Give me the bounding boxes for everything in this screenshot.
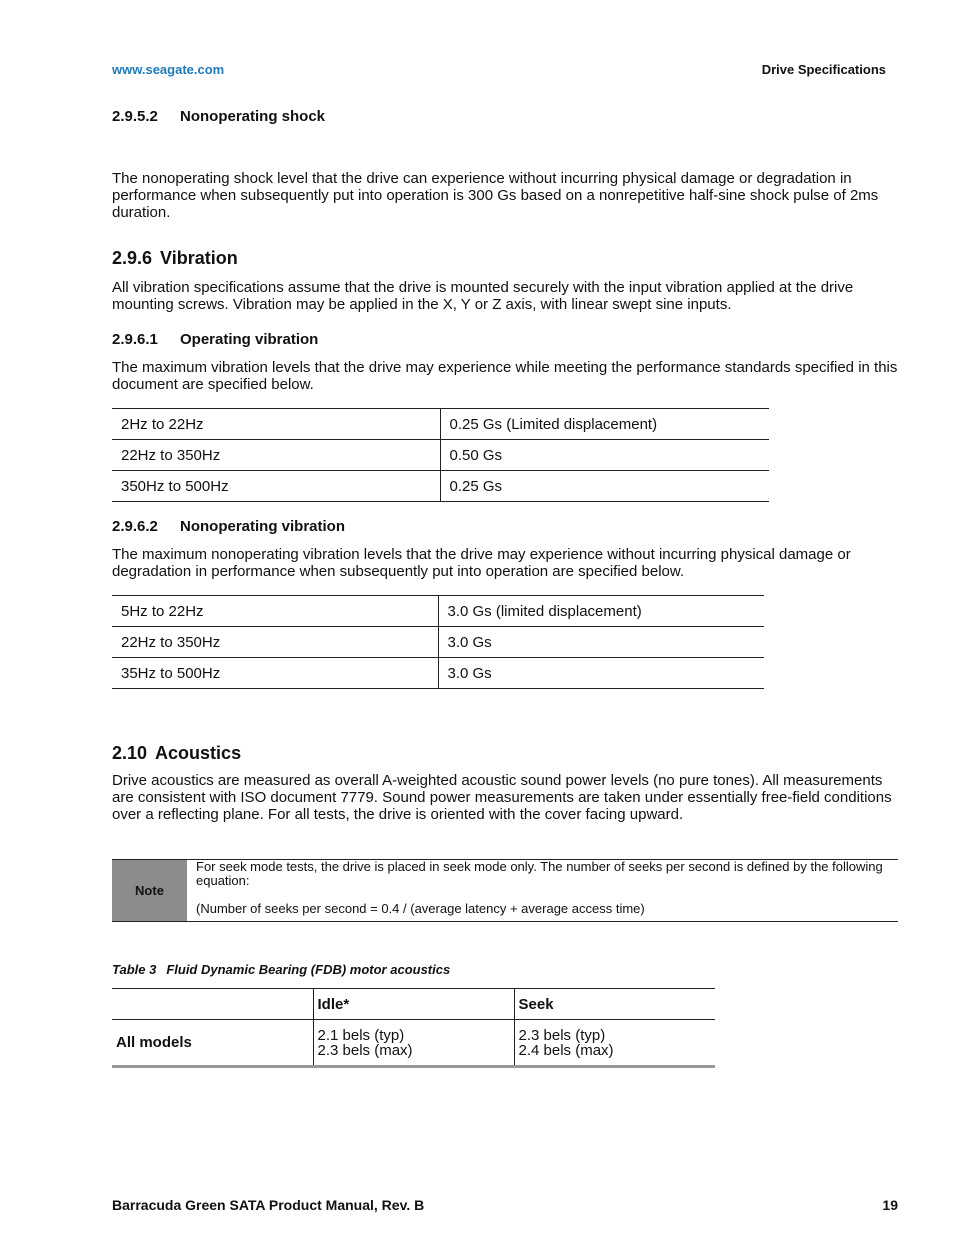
level-cell: 0.25 Gs	[440, 471, 769, 502]
heading-nonoperating-shock	[112, 108, 325, 125]
section-number: 2.10	[112, 743, 148, 763]
note-label: Note	[112, 860, 187, 921]
section-header: Drive Specifications	[761, 62, 886, 77]
frequency-cell: 2Hz to 22Hz	[112, 409, 440, 440]
frequency-cell: 22Hz to 350Hz	[112, 440, 440, 471]
level-cell: 0.50 Gs	[440, 440, 769, 471]
paragraph-nonoperating-shock: The nonoperating shock level that the drive can experience without incurring physical damage or degradation in performance when subsequently put into operation is 300 Gs based on a nonrepetitive half-sine shock pulse of 2ms duration.	[112, 170, 879, 221]
footer-title: Barracuda Green SATA Product Manual, Rev. B	[112, 1197, 425, 1213]
paragraph-acoustics: Drive acoustics are measured as overall A-weighted acoustic sound power levels (no pure tones). All measurements are consistent with ISO document 7779. Sound power measurements are taken under essentially free-field conditions over a reflecting plane. For all tests, the drive is oriented with the cover facing upward.	[112, 772, 892, 823]
note-text: For seek mode tests, the drive is placed in seek mode only. The number of seeks per second is defined by the following equation:	[196, 859, 883, 888]
table-row	[112, 440, 769, 471]
section-number: 2.9.6.2	[112, 518, 158, 535]
seek-typ: 2.3 bels (typ)	[518, 1026, 606, 1044]
level-cell: 3.0 Gs	[438, 658, 764, 689]
idle-max: 2.3 bels (max)	[317, 1041, 413, 1059]
table-row	[112, 596, 764, 627]
paragraph-operating-vibration: The maximum vibration levels that the drive may experience while meeting the performance standards specified in this document are specified below.	[112, 359, 898, 393]
table-row	[112, 658, 764, 689]
section-number: 2.9.5.2	[112, 108, 158, 125]
note-equation: (Number of seeks per second = 0.4 / (average latency + average access time)	[196, 901, 645, 916]
level-cell: 3.0 Gs (limited displacement)	[438, 596, 764, 627]
section-title: Operating vibration	[180, 331, 319, 348]
table-row	[112, 471, 769, 502]
column-header: Idle*	[313, 989, 514, 1020]
section-title: Acoustics	[155, 743, 242, 763]
section-title: Nonoperating vibration	[180, 518, 345, 535]
frequency-cell: 350Hz to 500Hz	[112, 471, 440, 502]
operating-vibration-table	[112, 408, 769, 502]
seek-cell	[514, 1020, 715, 1067]
seek-max: 2.4 bels (max)	[518, 1041, 614, 1059]
paragraph-nonoperating-vibration: The maximum nonoperating vibration levels that the drive may experience without incurring physical damage or degradation in performance when subsequently put into operation are specified below.	[112, 546, 851, 580]
paragraph-vibration: All vibration specifications assume that the drive is mounted securely with the input vibration applied at the drive mounting screws. Vibration may be applied in the X, Y or Z axis, with linear swept sine inputs.	[112, 279, 854, 313]
column-header	[112, 989, 313, 1020]
table-number: Table 3	[112, 962, 157, 977]
table-caption	[112, 962, 450, 977]
column-header: Seek	[514, 989, 715, 1020]
row-label: All models	[112, 1020, 313, 1067]
section-number: 2.9.6	[112, 248, 153, 268]
idle-typ: 2.1 bels (typ)	[317, 1026, 405, 1044]
site-link[interactable]: www.seagate.com	[112, 62, 225, 77]
table-header-row	[112, 989, 715, 1020]
heading-operating-vibration	[112, 331, 318, 348]
heading-nonoperating-vibration	[112, 518, 345, 535]
nonoperating-vibration-table	[112, 595, 764, 689]
idle-cell	[313, 1020, 514, 1067]
section-title: Vibration	[160, 248, 238, 268]
table-title: Fluid Dynamic Bearing (FDB) motor acoustics	[166, 962, 451, 977]
table-row	[112, 1020, 715, 1067]
section-number: 2.9.6.1	[112, 331, 158, 348]
page-number: 19	[882, 1197, 898, 1213]
heading-acoustics	[112, 743, 241, 764]
level-cell: 0.25 Gs (Limited displacement)	[440, 409, 769, 440]
acoustics-table	[112, 988, 715, 1068]
frequency-cell: 35Hz to 500Hz	[112, 658, 438, 689]
frequency-cell: 5Hz to 22Hz	[112, 596, 438, 627]
heading-vibration	[112, 248, 238, 269]
section-title: Nonoperating shock	[180, 108, 326, 125]
note-box	[112, 859, 898, 922]
frequency-cell: 22Hz to 350Hz	[112, 627, 438, 658]
table-row	[112, 627, 764, 658]
table-row	[112, 409, 769, 440]
level-cell: 3.0 Gs	[438, 627, 764, 658]
